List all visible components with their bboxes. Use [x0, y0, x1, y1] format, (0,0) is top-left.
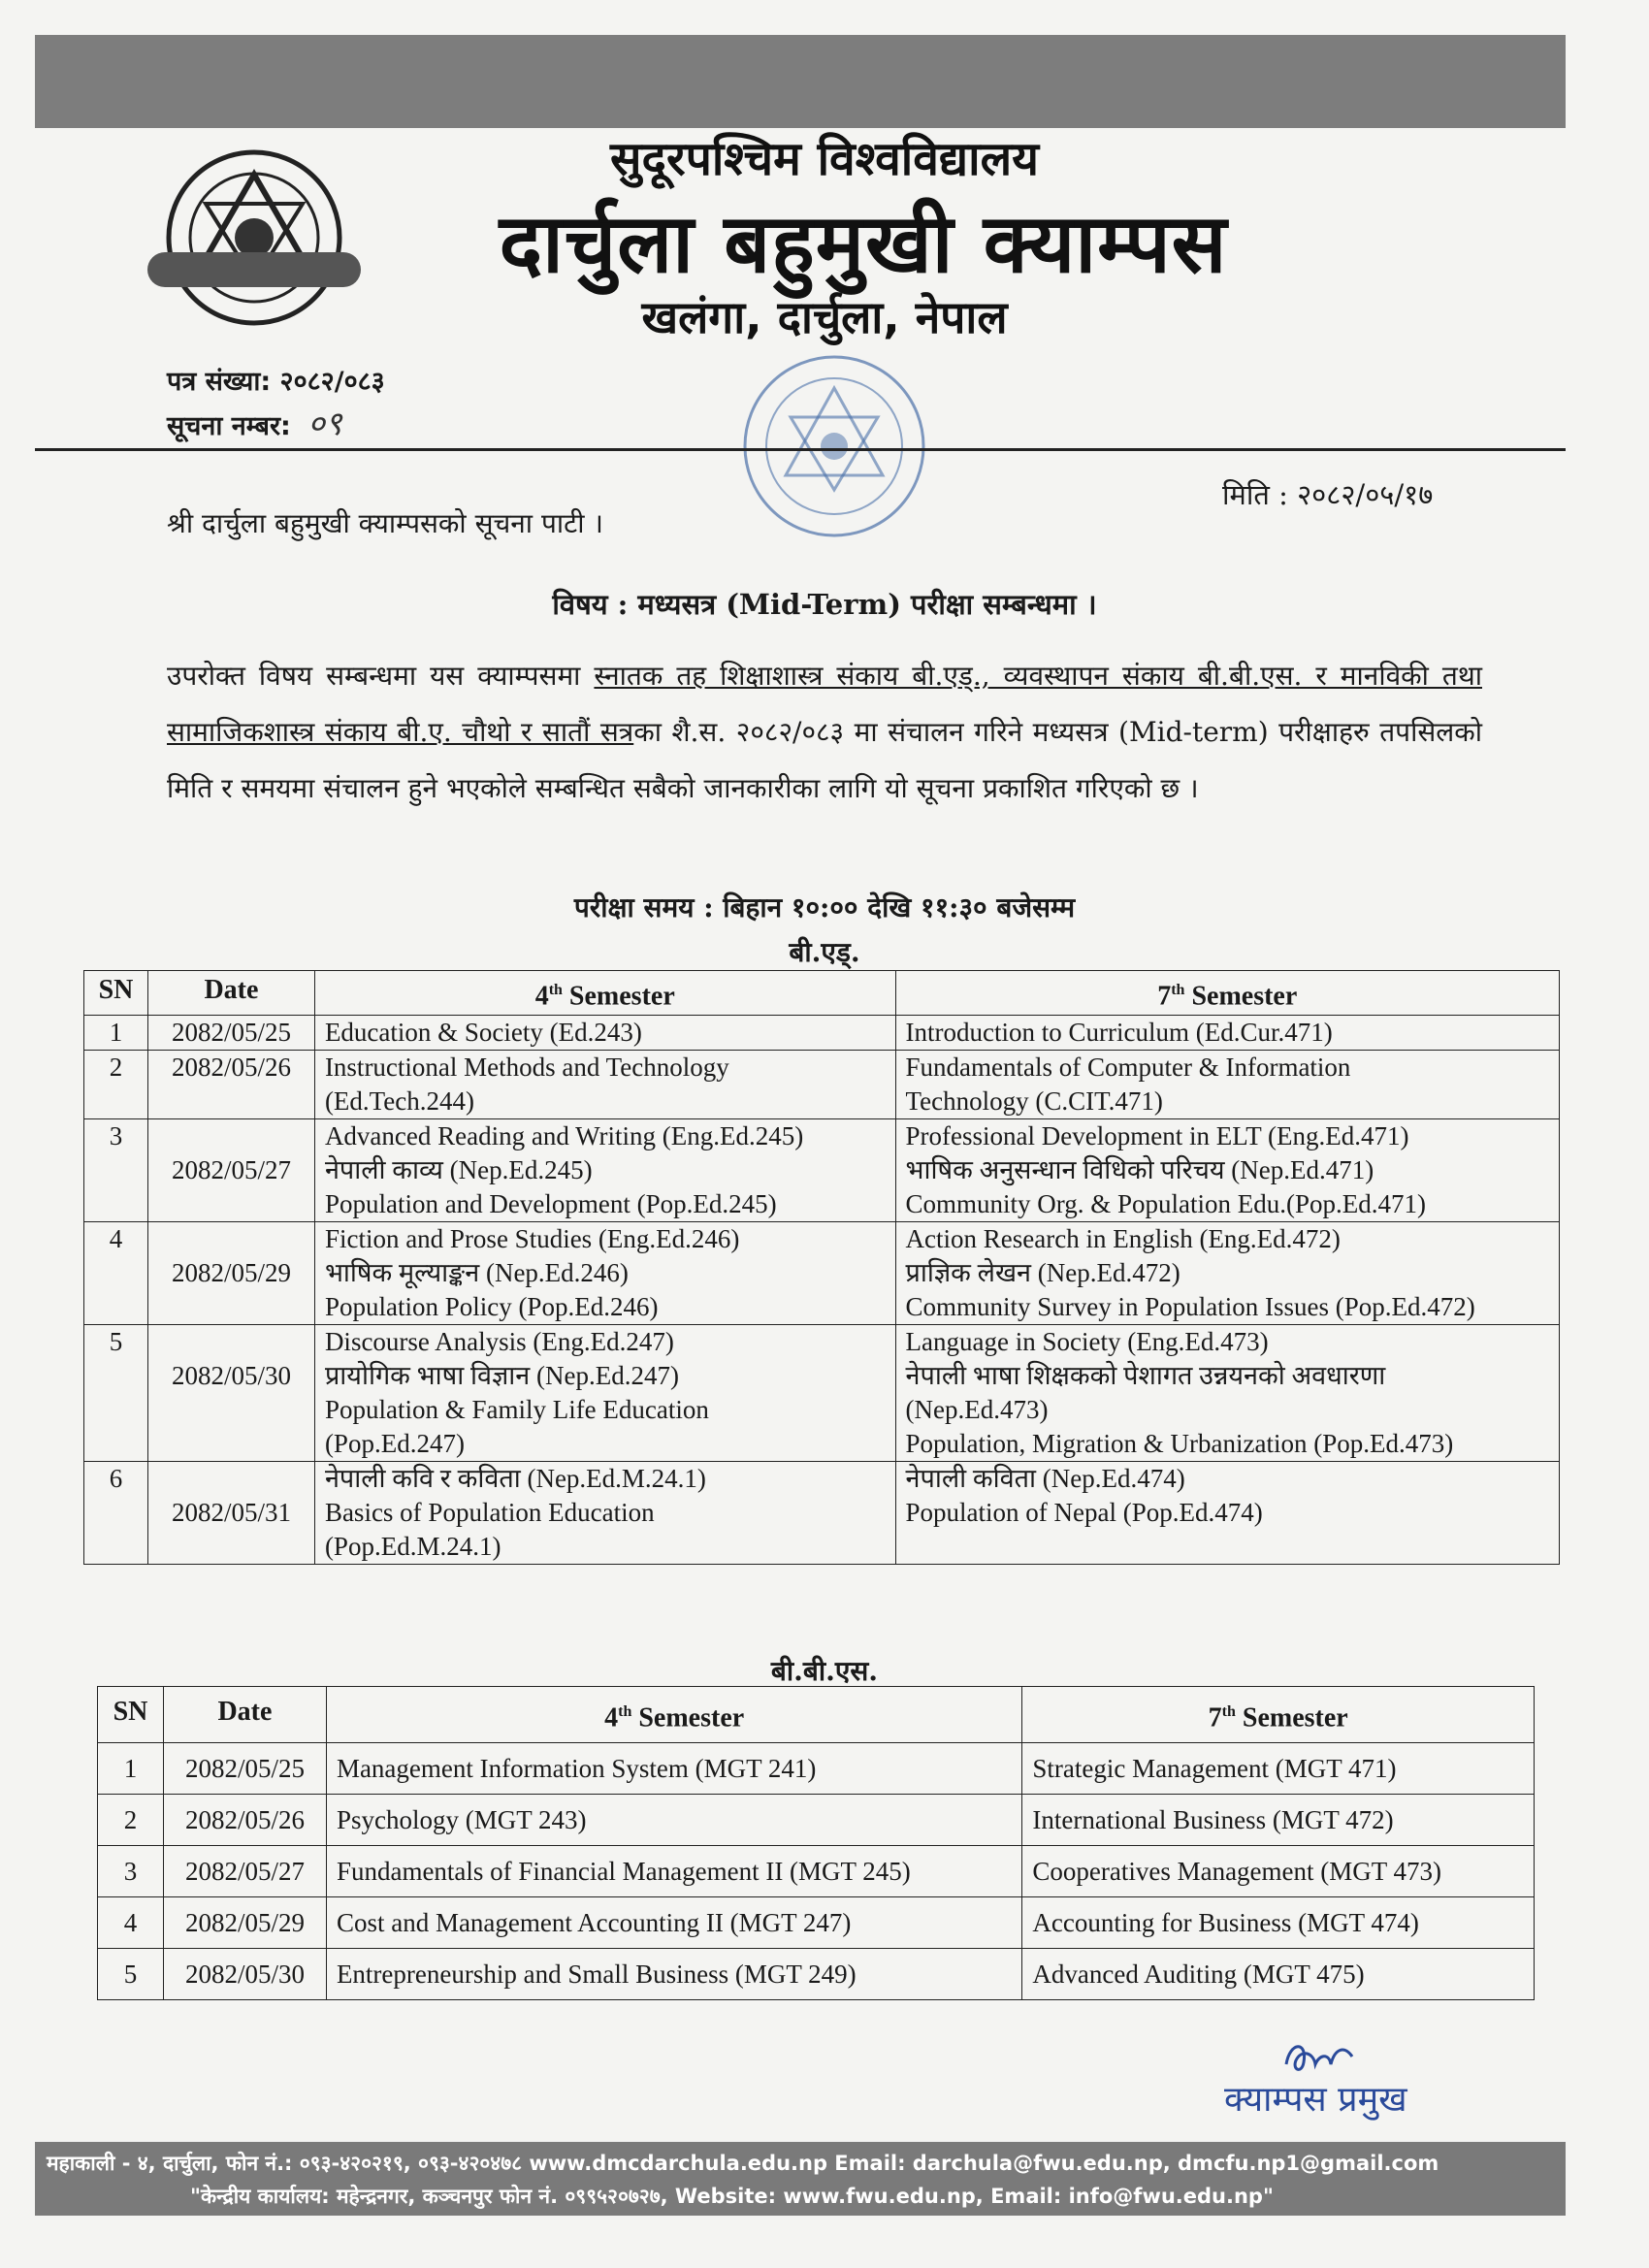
letter-recipient: श्री दार्चुला बहुमुखी क्याम्पसको सूचना पाटी ।: [167, 507, 603, 539]
course-line: Population Policy (Pop.Ed.246): [324, 1292, 659, 1322]
letter-body: [167, 648, 1482, 817]
header-sn: SN: [98, 1687, 164, 1743]
course-line: (Pop.Ed.247): [324, 1429, 465, 1459]
bbs-table-caption: बी.बी.एस.: [770, 1655, 879, 1687]
table-row: [98, 1795, 1535, 1846]
course-line: Community Org. & Population Edu.(Pop.Ed.471): [905, 1189, 1427, 1219]
cell-4th-semester: [314, 1222, 895, 1325]
cell-4th-semester: [314, 1119, 895, 1222]
course-line: नेपाली कवि र कविता (Nep.Ed.M.24.1): [324, 1464, 706, 1494]
notice-value: ०९: [307, 405, 342, 443]
header-sn: SN: [84, 971, 148, 1016]
header-divider: [35, 448, 1566, 451]
cell-7th-semester: [895, 1051, 1559, 1119]
header-4th-semester: 4th Semester: [326, 1687, 1021, 1743]
course-line: Education & Society (Ed.243): [324, 1018, 642, 1048]
cell-7th-semester: Accounting for Business (MGT 474): [1022, 1897, 1535, 1949]
cell-sn: 4: [98, 1897, 164, 1949]
cell-sn: 5: [98, 1949, 164, 2000]
cell-sn: 5: [84, 1325, 148, 1462]
course-line: Population of Nepal (Pop.Ed.474): [905, 1498, 1263, 1528]
course-line: Population & Family Life Education: [324, 1395, 709, 1425]
cell-7th-semester: [895, 1016, 1559, 1051]
course-line: (Pop.Ed.M.24.1): [324, 1532, 501, 1562]
cell-date: 2082/05/26: [147, 1051, 314, 1119]
table-row: [98, 1743, 1535, 1795]
cell-7th-semester: Cooperatives Management (MGT 473): [1022, 1846, 1535, 1897]
table-row: [84, 1325, 1560, 1462]
campus-seal-stamp: [737, 320, 931, 572]
course-line: प्राज्ञिक लेखन (Nep.Ed.472): [905, 1258, 1180, 1288]
campus-address: खलंगा, दार्चुला, नेपाल: [641, 291, 1008, 343]
course-line: (Nep.Ed.473): [905, 1395, 1049, 1425]
university-name: सुदूरपश्चिम विश्वविद्यालय: [610, 132, 1039, 186]
bbs-schedule-table: [97, 1686, 1535, 2000]
course-line: भाषिक अनुसन्धान विधिको परिचय (Nep.Ed.471): [905, 1155, 1374, 1185]
course-line: Advanced Reading and Writing (Eng.Ed.245): [324, 1121, 804, 1151]
top-banner-bar: [35, 35, 1566, 128]
cell-sn: 3: [98, 1846, 164, 1897]
course-line: Language in Society (Eng.Ed.473): [905, 1327, 1269, 1357]
cell-date: 2082/05/27: [147, 1119, 314, 1222]
course-line: नेपाली काव्य (Nep.Ed.245): [324, 1155, 593, 1185]
footer-bar: [35, 2142, 1566, 2216]
cell-4th-semester: [314, 1325, 895, 1462]
course-line: Population and Development (Pop.Ed.245): [324, 1189, 777, 1219]
signature-title: क्याम्पस प्रमुख: [1224, 2080, 1407, 2120]
body-text-end: का शै.स. २०८२/०८३ मा संचालन गरिने मध्यसत्र (Mid-term) परीक्षाहरु तपसिलको मिति र समयमा संचालन हुने भएकोले सम्बन्धित सबैको जानकारीका लागि यो सूचना प्रकाशित गरिएको छ ।: [167, 716, 1482, 804]
table-row: [98, 1897, 1535, 1949]
header-date: Date: [147, 971, 314, 1016]
campus-name: दार्चुला बहुमुखी क्याम्पस: [499, 196, 1228, 291]
course-line: नेपाली भाषा शिक्षकको पेशागत उन्नयनको अवधारणा: [905, 1361, 1386, 1391]
notice-label: सूचना नम्बर:: [167, 411, 291, 441]
header-4th-semester: 4th Semester: [314, 971, 895, 1016]
course-line: Introduction to Curriculum (Ed.Cur.471): [905, 1018, 1333, 1048]
cell-7th-semester: International Business (MGT 472): [1022, 1795, 1535, 1846]
table-header-row: [98, 1687, 1535, 1743]
cell-7th-semester: [895, 1462, 1559, 1565]
course-line: (Ed.Tech.244): [324, 1086, 474, 1117]
course-line: Professional Development in ELT (Eng.Ed.471): [905, 1121, 1409, 1151]
table-row: [84, 1051, 1560, 1119]
reference-label: पत्र संख्या:: [167, 367, 272, 397]
cell-4th-semester: [314, 1016, 895, 1051]
cell-4th-semester: Psychology (MGT 243): [326, 1795, 1021, 1846]
cell-date: 2082/05/30: [163, 1949, 326, 2000]
cell-date: 2082/05/25: [163, 1743, 326, 1795]
header-7th-semester: 7th Semester: [1022, 1687, 1535, 1743]
cell-date: 2082/05/29: [163, 1897, 326, 1949]
course-line: प्रायोगिक भाषा विज्ञान (Nep.Ed.247): [324, 1361, 679, 1391]
cell-7th-semester: [895, 1119, 1559, 1222]
cell-7th-semester: [895, 1222, 1559, 1325]
course-line: Fundamentals of Computer & Information: [905, 1053, 1351, 1083]
body-text-start: उपरोक्त विषय सम्बन्धमा यस क्याम्पसमा: [167, 660, 595, 692]
cell-date: 2082/05/30: [147, 1325, 314, 1462]
cell-sn: 1: [98, 1743, 164, 1795]
cell-date: 2082/05/27: [163, 1846, 326, 1897]
course-line: Population, Migration & Urbanization (Pop.Ed.473): [905, 1429, 1454, 1459]
letter-subject: विषय : मध्यसत्र (Mid-Term) परीक्षा सम्बन्धमा ।: [552, 588, 1097, 621]
cell-sn: 2: [84, 1051, 148, 1119]
reference-number: [167, 362, 385, 398]
cell-4th-semester: [314, 1462, 895, 1565]
exam-time: परीक्षा समय : बिहान १०:०० देखि ११:३० बजेसम्म: [573, 891, 1076, 923]
reference-value: २०८२/०८३: [279, 367, 385, 397]
cell-4th-semester: Entrepreneurship and Small Business (MGT 249): [326, 1949, 1021, 2000]
course-line: नेपाली कविता (Nep.Ed.474): [905, 1464, 1185, 1494]
cell-sn: 6: [84, 1462, 148, 1565]
cell-7th-semester: Advanced Auditing (MGT 475): [1022, 1949, 1535, 2000]
table-row: [98, 1846, 1535, 1897]
footer-central-office-line: "केन्द्रीय कार्यालय: महेन्द्रनगर, कञ्चनपुर फोन नं. ०९९५२०७२७, Website: www.fwu.edu.np, Email: info@fwu.edu.np": [190, 2185, 1274, 2208]
notice-number: [167, 400, 342, 444]
header-date: Date: [163, 1687, 326, 1743]
table-row: [84, 1222, 1560, 1325]
signature-mark: [1280, 2035, 1358, 2078]
cell-sn: 4: [84, 1222, 148, 1325]
course-line: भाषिक मूल्याङ्कन (Nep.Ed.246): [324, 1258, 629, 1288]
course-line: Action Research in English (Eng.Ed.472): [905, 1224, 1341, 1254]
course-line: Instructional Methods and Technology: [324, 1053, 729, 1083]
table-row: [84, 1119, 1560, 1222]
cell-4th-semester: Management Information System (MGT 241): [326, 1743, 1021, 1795]
cell-4th-semester: [314, 1051, 895, 1119]
course-line: Community Survey in Population Issues (Pop.Ed.472): [905, 1292, 1475, 1322]
header-7th-semester: 7th Semester: [895, 971, 1559, 1016]
course-line: Fiction and Prose Studies (Eng.Ed.246): [324, 1224, 740, 1254]
bed-table-caption: बी.एड्.: [789, 936, 860, 968]
cell-4th-semester: Cost and Management Accounting II (MGT 247): [326, 1897, 1021, 1949]
cell-7th-semester: Strategic Management (MGT 471): [1022, 1743, 1535, 1795]
table-header-row: [84, 971, 1560, 1016]
table-row: [84, 1016, 1560, 1051]
table-row: [98, 1949, 1535, 2000]
bed-schedule-table: [83, 970, 1560, 1565]
cell-sn: 1: [84, 1016, 148, 1051]
body-underlined-faculties: स्नातक तह शिक्षाशास्त्र संकाय बी.एड्., व्यवस्थापन संकाय बी.बी.एस. र मानविकी तथा सामाजिकशास्त्र संकाय बी.ए. चौथो र सातौं सत्र: [167, 660, 1482, 748]
cell-sn: 2: [98, 1795, 164, 1846]
cell-4th-semester: Fundamentals of Financial Management II (MGT 245): [326, 1846, 1021, 1897]
cell-date: 2082/05/29: [147, 1222, 314, 1325]
course-line: Discourse Analysis (Eng.Ed.247): [324, 1327, 674, 1357]
letter-date: मिति : २०८२/०५/१७: [1222, 478, 1434, 511]
course-line: Basics of Population Education: [324, 1498, 655, 1528]
course-line: Technology (C.CIT.471): [905, 1086, 1163, 1117]
cell-date: 2082/05/26: [163, 1795, 326, 1846]
table-row: [84, 1462, 1560, 1565]
cell-sn: 3: [84, 1119, 148, 1222]
footer-contact-line: महाकाली - ४, दार्चुला, फोन नं.: ०९३-४२०२१९, ०९३-४२०४७८ www.dmcdarchula.edu.np Email: darchula@fwu.edu.np, dmcfu.np1@gmail.com: [47, 2152, 1439, 2175]
cell-7th-semester: [895, 1325, 1559, 1462]
cell-date: 2082/05/31: [147, 1462, 314, 1565]
cell-date: 2082/05/25: [147, 1016, 314, 1051]
